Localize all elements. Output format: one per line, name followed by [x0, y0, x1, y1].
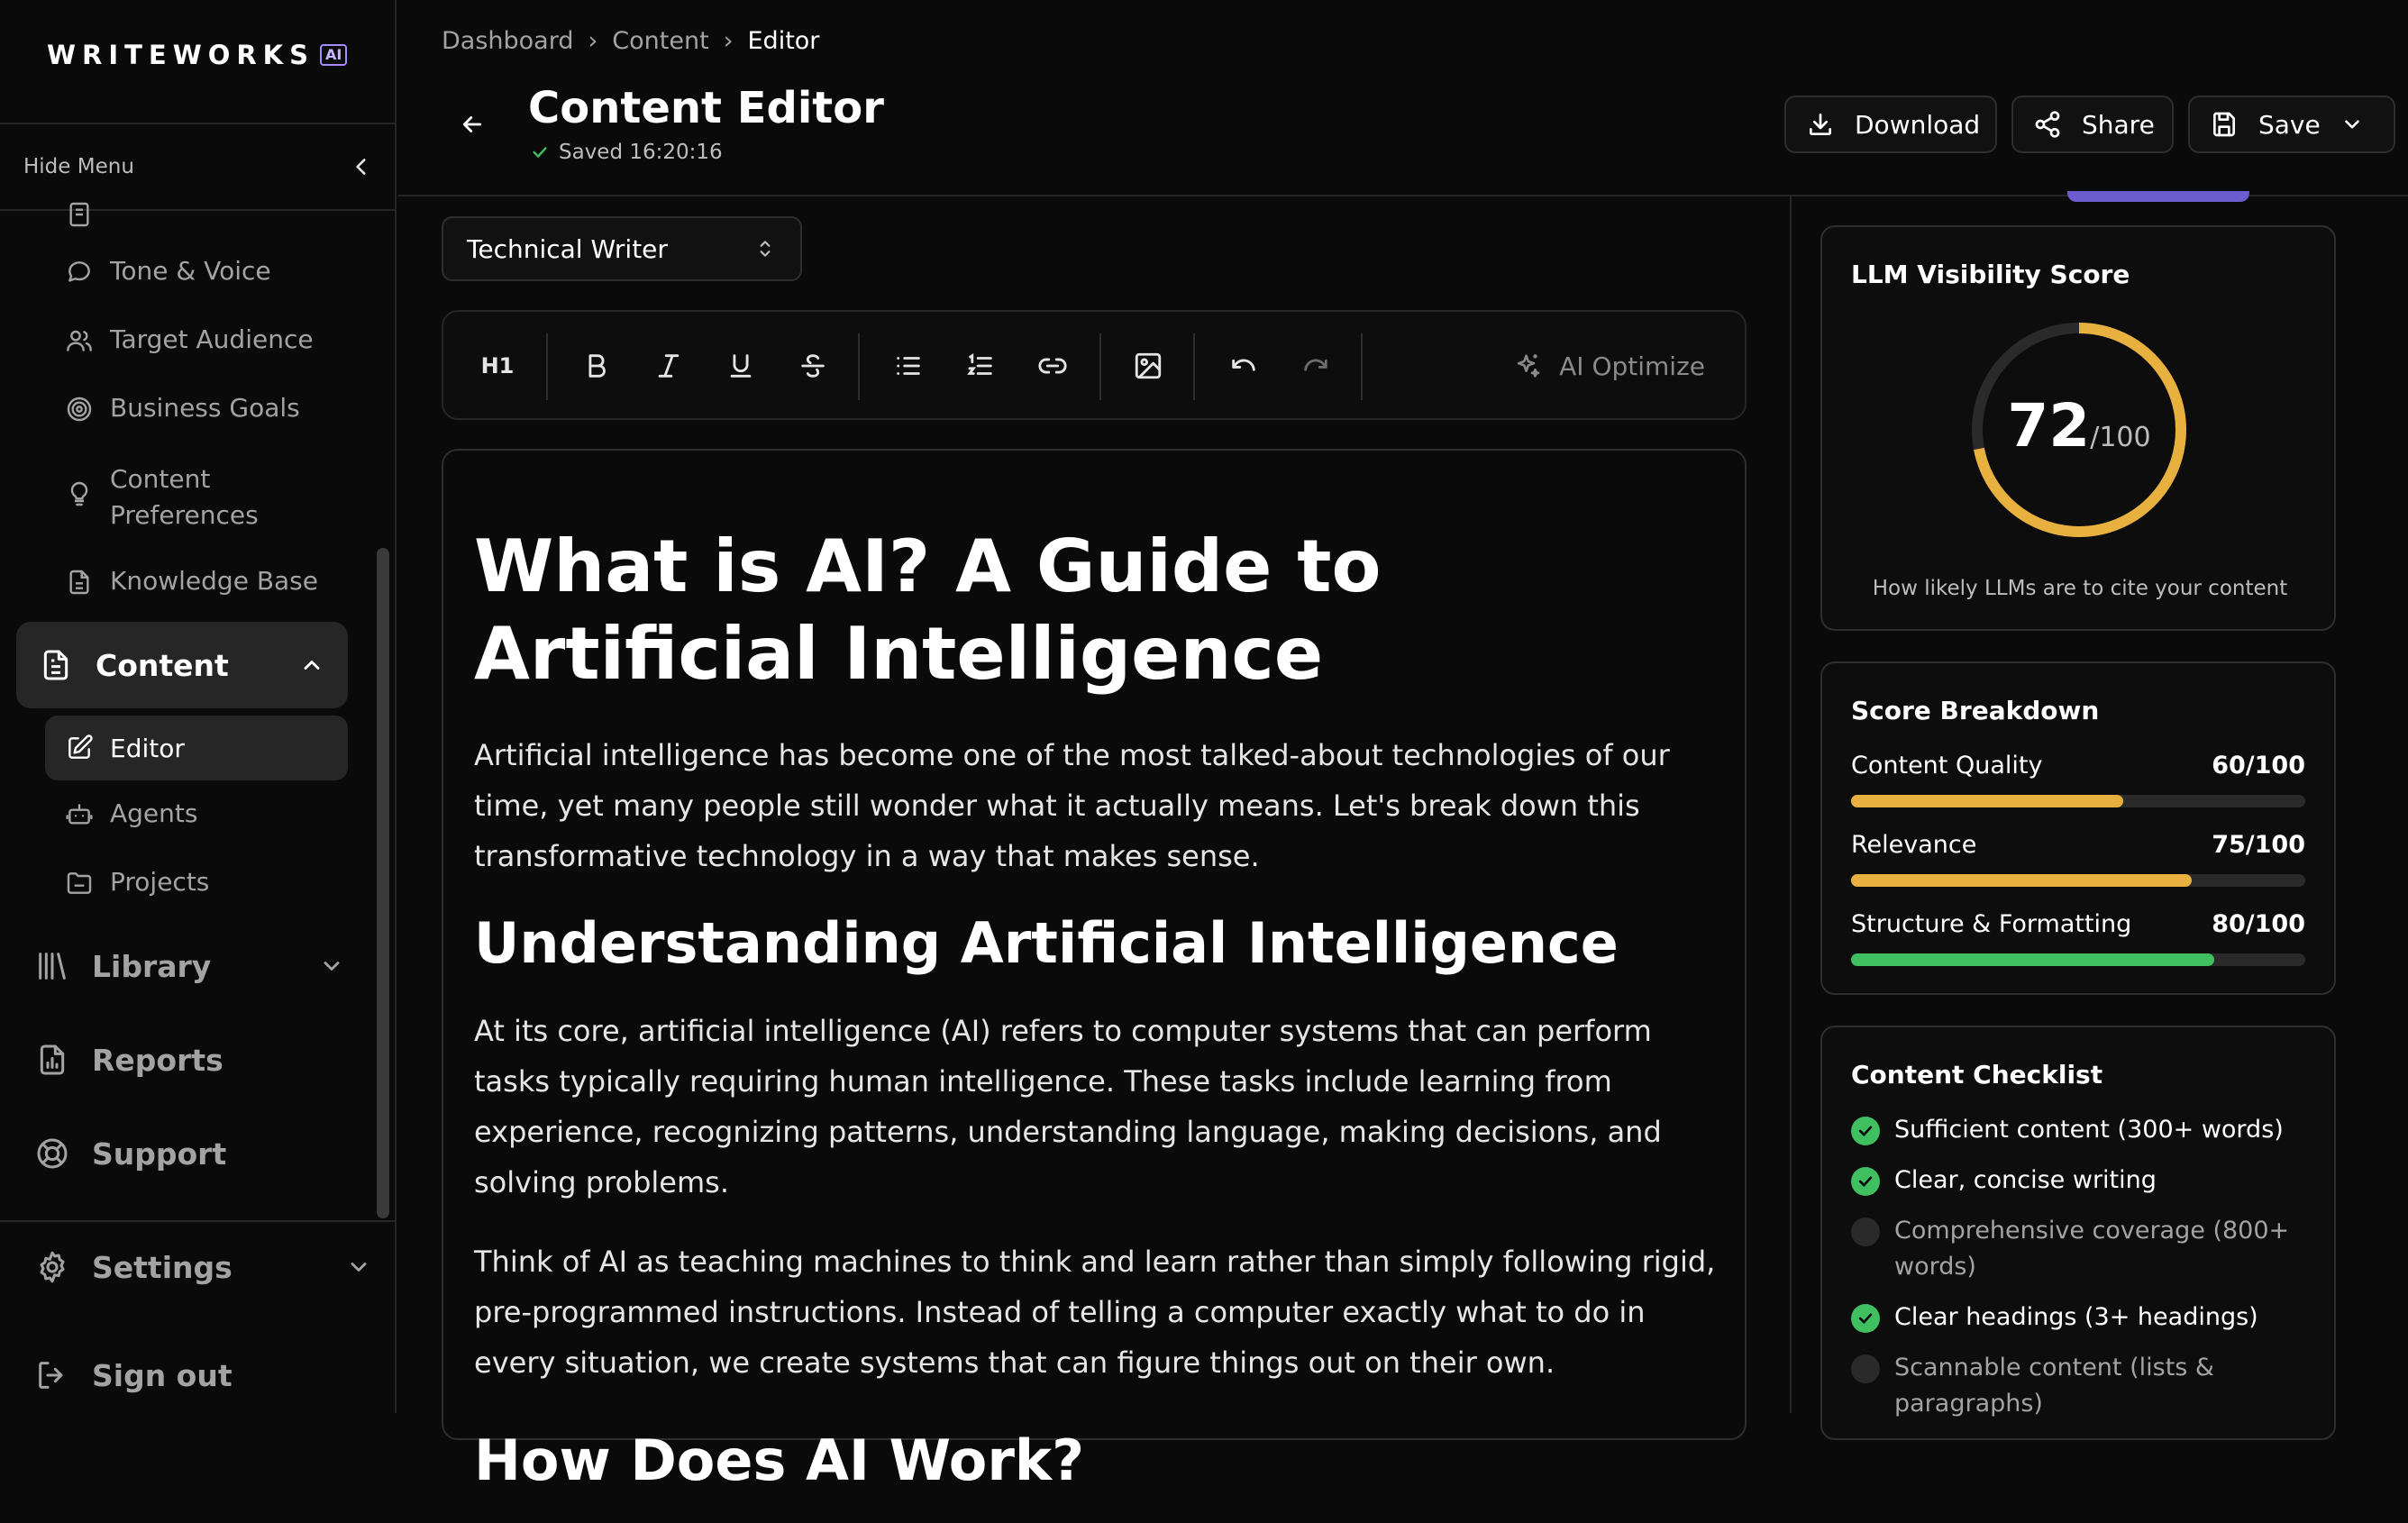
sidebar-item-reports[interactable] [34, 1042, 344, 1078]
share-button[interactable] [2011, 96, 2174, 153]
visibility-score-gauge [1966, 317, 2192, 543]
breakdown-bar [1851, 953, 2305, 966]
sidebar-item-target-audience[interactable] [65, 324, 314, 355]
content-checklist-card [1820, 1026, 2336, 1440]
document-h2[interactable]: How Does AI Work? [474, 1427, 1085, 1493]
sidebar-nav [0, 213, 369, 1222]
breakdown-label: Content Quality [1851, 752, 2043, 780]
toolbar-divider [1193, 333, 1195, 400]
breakdown-value: 60/100 [2212, 752, 2305, 780]
empty-circle-icon [1851, 1217, 1880, 1246]
empty-circle-icon [1851, 1354, 1880, 1383]
toolbar-divider [858, 333, 860, 400]
page-header [398, 0, 2408, 196]
score-max: /100 [2090, 422, 2151, 453]
underline-button[interactable] [719, 344, 762, 388]
breadcrumb-separator: › [723, 27, 734, 55]
breakdown-value: 75/100 [2212, 831, 2305, 859]
ai-optimize-label: AI Optimize [1559, 351, 1705, 381]
chevron-down-icon [346, 1254, 371, 1280]
panel-tab-indicator[interactable] [2067, 191, 2249, 202]
chevron-down-icon[interactable] [2340, 113, 2364, 136]
sidebar-item-label: Content Preferences [110, 464, 259, 530]
logo-ai-badge: AI [320, 44, 347, 66]
checklist-item [1851, 1112, 2320, 1148]
checklist-item-label: Clear headings (3+ headings) [1894, 1303, 2258, 1331]
sidebar-scrollbar-thumb[interactable] [377, 548, 389, 1218]
undo-button[interactable] [1222, 344, 1265, 388]
sidebar-item-knowledge-base[interactable] [65, 566, 318, 597]
check-circle-icon [1851, 1167, 1880, 1196]
save-icon [2210, 110, 2239, 139]
sidebar-item-label: Editor [110, 733, 185, 763]
chat-bubble-icon [65, 258, 94, 287]
sidebar-item-label: Library [92, 948, 212, 984]
visibility-score-value [1966, 391, 2192, 461]
visibility-score-title: LLM Visibility Score [1851, 260, 2130, 289]
breadcrumb-dashboard[interactable]: Dashboard [442, 27, 574, 55]
checklist-item [1851, 1350, 2320, 1422]
save-button[interactable] [2188, 96, 2395, 153]
content-checklist-title: Content Checklist [1851, 1060, 2103, 1090]
heading-button[interactable] [476, 344, 519, 388]
breakdown-value: 80/100 [2212, 910, 2305, 938]
check-circle-icon [1851, 1117, 1880, 1145]
numbered-list-icon [965, 351, 996, 381]
score-breakdown-title: Score Breakdown [1851, 696, 2100, 725]
breadcrumb-editor: Editor [747, 27, 820, 55]
users-icon [65, 326, 94, 355]
share-icon [2033, 110, 2062, 139]
checklist-item [1851, 1213, 2320, 1285]
redo-icon [1300, 351, 1331, 381]
pencil-square-icon [65, 734, 94, 762]
editor-toolbar [442, 310, 1747, 420]
numbered-list-button[interactable] [959, 344, 1002, 388]
checklist-item [1851, 1163, 2320, 1199]
underline-icon [725, 351, 756, 381]
document-editor[interactable] [442, 449, 1747, 1493]
sidebar-item-content[interactable] [16, 622, 348, 708]
lifebuoy-icon [34, 1135, 70, 1172]
bold-icon [581, 351, 612, 381]
writer-role-value: Technical Writer [467, 233, 668, 264]
sidebar-item-label: Settings [92, 1249, 233, 1285]
sidebar-item-library[interactable] [34, 948, 344, 984]
breadcrumb [442, 27, 819, 55]
hide-menu-button[interactable] [0, 124, 397, 211]
breakdown-bar-fill [1851, 953, 2214, 966]
page-title: Content Editor [528, 83, 884, 133]
sidebar-item-label: Business Goals [110, 393, 300, 423]
hide-menu-label: Hide Menu [23, 155, 134, 178]
document-paragraph[interactable]: At its core, artificial intelligence (AI) refers to computer systems that can perform tasks typically requiring human intelligence. These tasks include learning from experience, recognizing patterns, understanding language, making decisions, and solving problems. [474, 1014, 1662, 1199]
sidebar-item-content-preferences[interactable] [65, 461, 281, 534]
app-logo[interactable] [47, 40, 347, 70]
sparkles-icon [1512, 351, 1543, 381]
sidebar-item-label: Knowledge Base [110, 566, 318, 596]
download-icon [1806, 110, 1835, 139]
share-label: Share [2082, 109, 2155, 140]
breakdown-label: Structure & Formatting [1851, 910, 2132, 938]
checklist-item-label: Sufficient content (300+ words) [1894, 1116, 2284, 1144]
sidebar-item-label: Reports [92, 1042, 223, 1078]
bot-icon [65, 800, 94, 829]
chevron-up-down-icon [753, 237, 777, 260]
sidebar-item-label: Target Audience [110, 324, 314, 354]
toolbar-divider [546, 333, 548, 400]
strikethrough-icon [798, 351, 828, 381]
back-button[interactable] [454, 106, 490, 142]
italic-button[interactable] [647, 344, 690, 388]
breadcrumb-content[interactable]: Content [612, 27, 709, 55]
link-button[interactable] [1031, 344, 1074, 388]
document-paragraph[interactable]: Artificial intelligence has become one of the most talked-about technologies of our time, yet many people still wonder what it actually means. Let's break down this transformative technology in a way that makes sense. [474, 738, 1670, 873]
check-circle-icon [1851, 1304, 1880, 1333]
checklist-item-label: Comprehensive coverage (800+ words) [1894, 1217, 2290, 1281]
document-body [474, 523, 1718, 1523]
saved-status-text: Saved 16:20:16 [559, 141, 723, 164]
score-breakdown-card [1820, 661, 2336, 995]
document-icon [65, 200, 94, 229]
saved-status [530, 141, 723, 164]
toolbar-divider [1099, 333, 1101, 400]
sidebar-item-business-goals[interactable] [65, 393, 300, 424]
sidebar [0, 0, 397, 1413]
document-h2[interactable]: Understanding Artificial Intelligence [474, 910, 1619, 976]
sidebar-footer [0, 1220, 397, 1413]
sidebar-item-label: Tone & Voice [110, 256, 271, 286]
save-label: Save [2258, 109, 2321, 140]
download-button[interactable] [1784, 96, 1997, 153]
chevron-up-icon [299, 652, 324, 678]
sidebar-item-label: Content [96, 647, 229, 683]
gear-icon [34, 1249, 70, 1285]
image-icon [1133, 351, 1163, 381]
sign-out-button[interactable] [34, 1357, 344, 1393]
document-paragraph[interactable]: Think of AI as teaching machines to think and learn rather than simply following rigid, pre-programmed instructions. Instead of telling a computer exactly what to do in every situation, we create systems that can figure things out on their own. [474, 1245, 1716, 1380]
sidebar-item-label: Support [92, 1135, 227, 1172]
breakdown-bar-fill [1851, 795, 2123, 807]
undo-icon [1228, 351, 1259, 381]
visibility-score-card [1820, 225, 2336, 631]
sidebar-item-editor[interactable] [45, 716, 348, 780]
sidebar-item-support[interactable] [34, 1135, 344, 1172]
sidebar-item-partial[interactable] [65, 198, 94, 229]
breakdown-bar [1851, 874, 2305, 887]
image-button[interactable] [1126, 344, 1170, 388]
document-icon [65, 568, 94, 597]
chevron-down-icon [319, 953, 344, 979]
italic-icon [653, 351, 684, 381]
sidebar-item-label: Projects [110, 867, 210, 897]
check-icon [530, 142, 550, 162]
library-icon [34, 948, 70, 984]
folder-icon [65, 869, 94, 898]
strikethrough-button[interactable] [791, 344, 835, 388]
ai-optimize-button[interactable] [1512, 344, 1705, 388]
sidebar-item-tone-voice[interactable] [65, 256, 271, 287]
download-label: Download [1855, 109, 1981, 140]
target-icon [65, 395, 94, 424]
checklist-item-label: Scannable content (lists & paragraphs) [1894, 1354, 2214, 1418]
sidebar-item-projects[interactable] [65, 867, 209, 898]
checklist-item [1851, 1300, 2320, 1336]
link-icon [1037, 351, 1068, 381]
heading-label: H1 [480, 353, 515, 378]
breadcrumb-separator: › [588, 27, 598, 55]
file-text-icon [38, 647, 74, 683]
breakdown-bar [1851, 795, 2305, 807]
arrow-left-icon [459, 111, 486, 138]
logout-icon [34, 1357, 70, 1393]
document-h1[interactable]: What is AI? A Guide to Artificial Intelligence [474, 524, 1382, 696]
bullet-list-button[interactable] [887, 344, 930, 388]
logo-text: WRITEWORKS [47, 40, 315, 70]
sidebar-item-label: Sign out [92, 1357, 233, 1393]
visibility-score-caption: How likely LLMs are to cite your content [1872, 577, 2288, 600]
sidebar-item-agents[interactable] [65, 798, 197, 829]
chevron-left-icon [350, 155, 373, 178]
lightbulb-icon [65, 479, 94, 508]
redo-button[interactable] [1294, 344, 1337, 388]
sidebar-item-label: Agents [110, 798, 198, 828]
sidebar-item-settings[interactable] [34, 1249, 344, 1285]
checklist-item-label: Clear, concise writing [1894, 1166, 2157, 1194]
bold-button[interactable] [575, 344, 618, 388]
logo-area [0, 0, 397, 124]
bullet-list-icon [893, 351, 924, 381]
writer-role-select[interactable] [442, 216, 802, 281]
score-number: 72 [2007, 391, 2091, 461]
breakdown-bar-fill [1851, 874, 2192, 887]
chart-file-icon [34, 1042, 70, 1078]
breakdown-label: Relevance [1851, 831, 1977, 859]
toolbar-divider [1361, 333, 1363, 400]
